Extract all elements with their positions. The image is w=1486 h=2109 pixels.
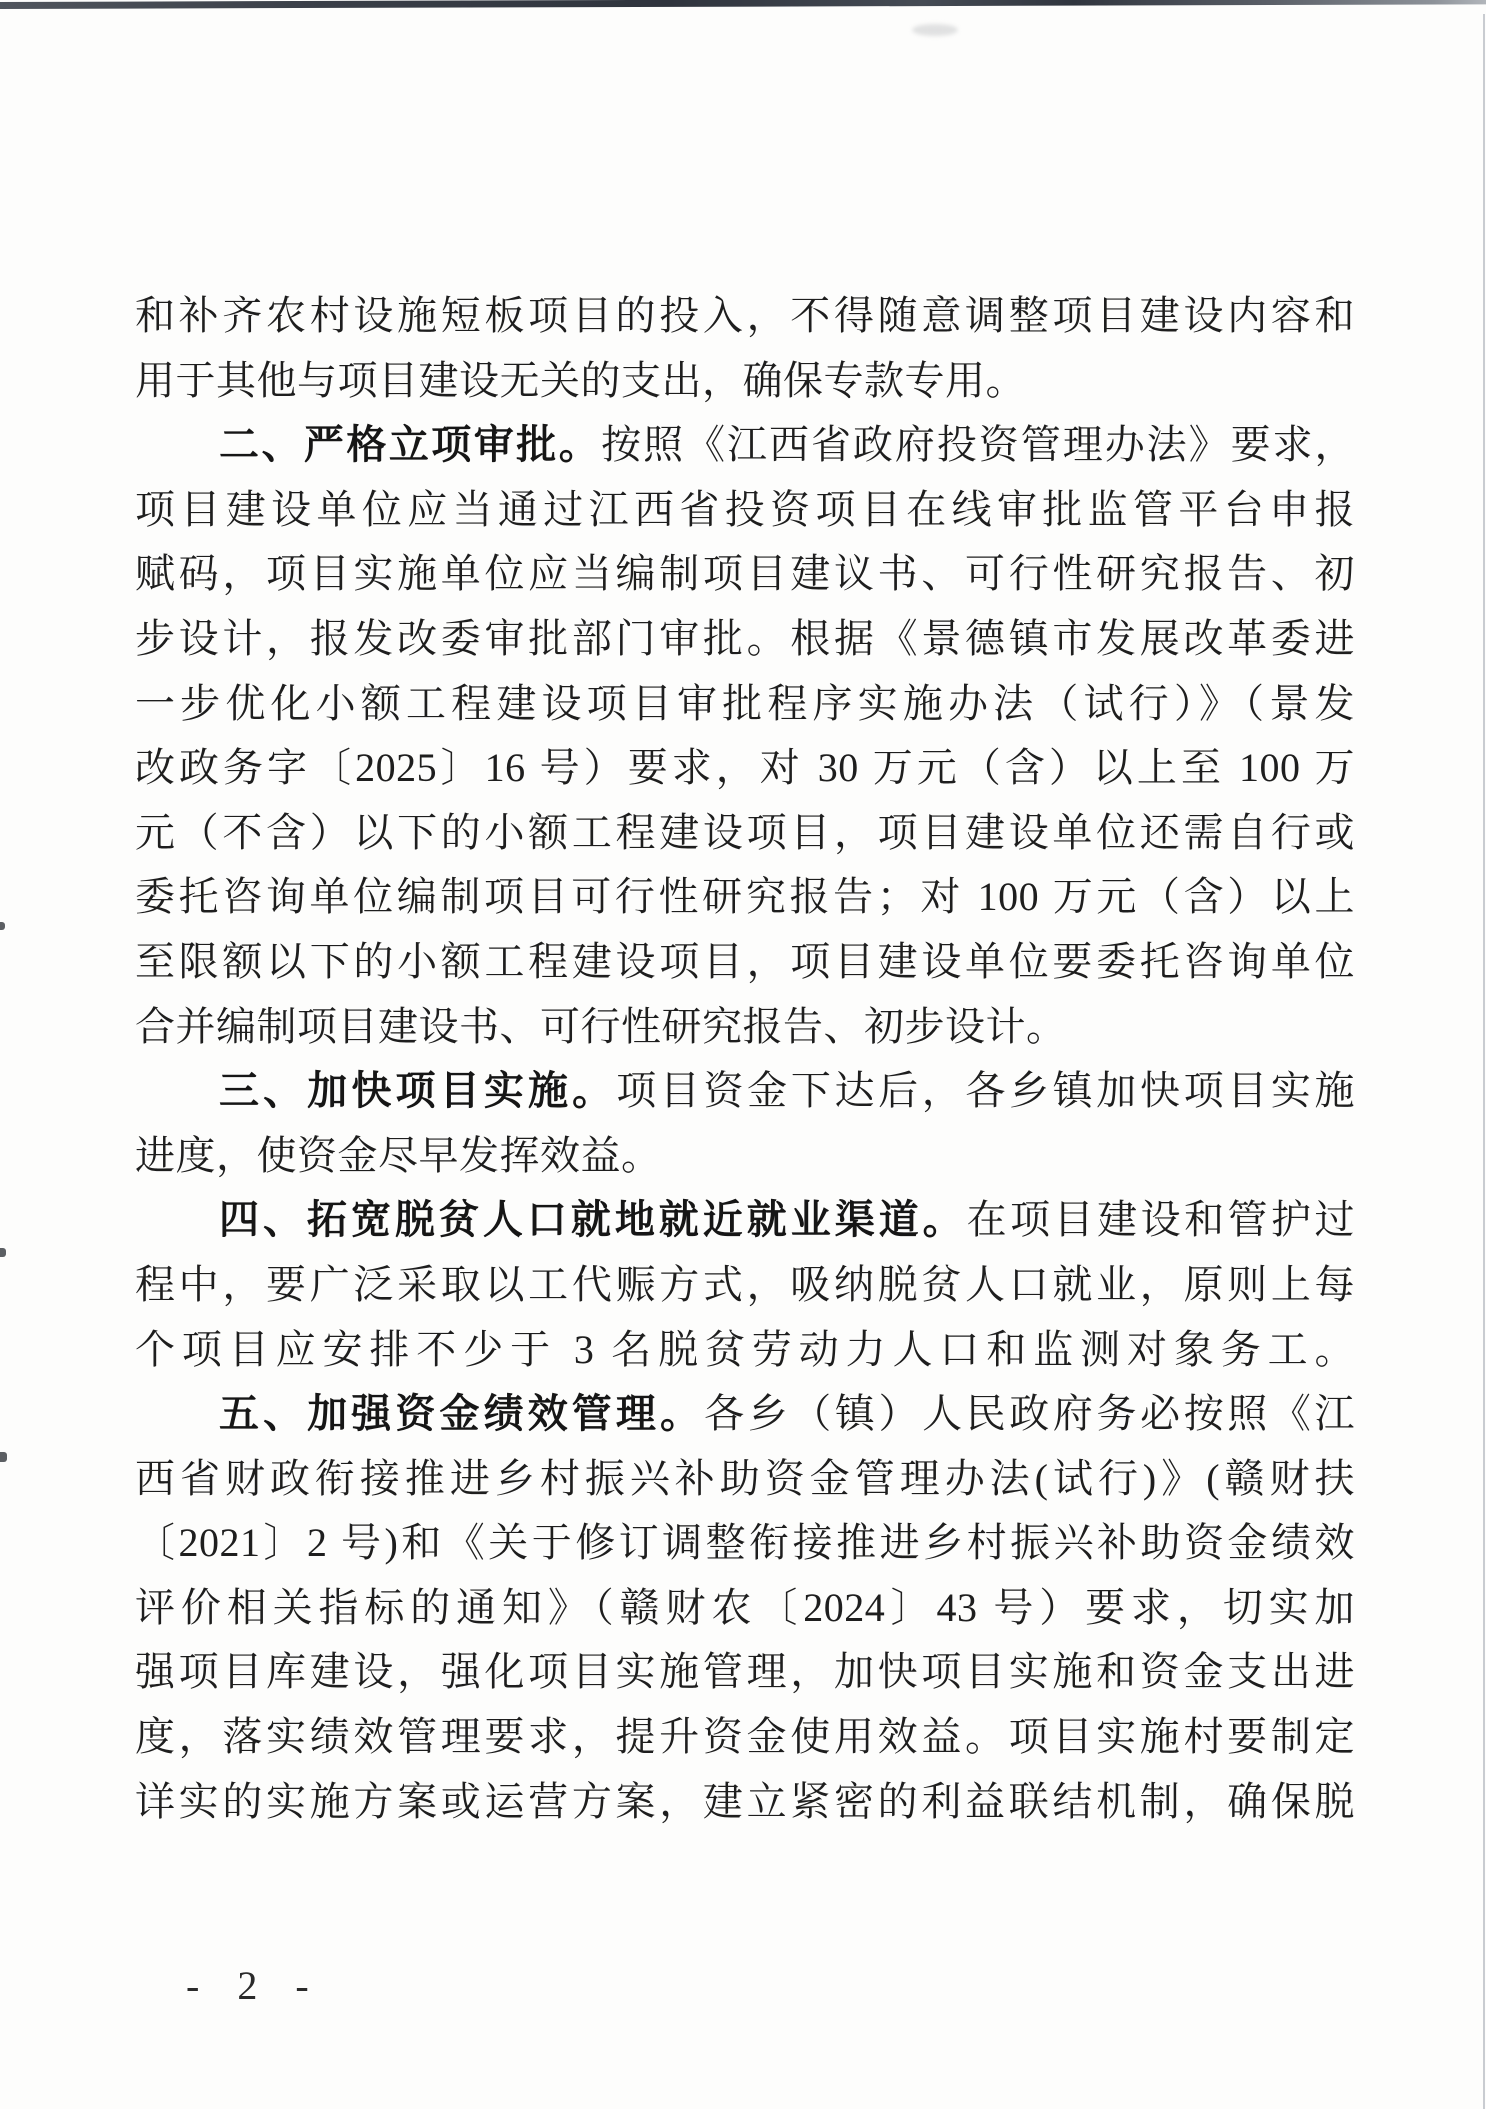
text-line-21 [135, 1576, 1355, 1641]
text-line-19 [135, 1447, 1355, 1512]
body-text-segment: 项目资金下达后，各乡镇加快项目实施 [616, 1068, 1356, 1114]
body-text-segment: 赋码，项目实施单位应当编制项目建议书、可行性研究报告、初 [135, 551, 1355, 597]
text-line-6 [135, 607, 1355, 672]
body-text-segment: 元（不含）以下的小额工程建设项目，项目建设单位还需自行或 [135, 809, 1355, 855]
body-text-segment: 评价相关指标的通知》（赣财农〔2024〕43 号）要求，切实加 [135, 1584, 1355, 1630]
body-text-segment: 合并编制项目建设书、可行性研究报告、初步设计。 [135, 1003, 1067, 1049]
scan-speck-artifact [0, 1248, 6, 1257]
scan-smudge-artifact [912, 24, 958, 36]
text-line-20 [135, 1511, 1355, 1576]
text-line-11 [135, 930, 1355, 995]
text-line-17 [135, 1318, 1355, 1383]
section-heading-segment: 四、拓宽脱贫人口就地就近就业渠道。 [219, 1198, 967, 1243]
text-line-9 [135, 801, 1355, 866]
body-text-segment: 个项目应安排不少于 3 名脱贫劳动力人口和监测对象务工。 [135, 1326, 1355, 1372]
scan-right-edge-artifact [1483, 14, 1485, 2109]
text-line-2 [135, 349, 1355, 414]
text-line-12 [135, 995, 1355, 1060]
body-text-segment: 步设计，报发改委审批部门审批。根据《景德镇市发展改革委进 [135, 615, 1355, 661]
body-text-segment: 至限额以下的小额工程建设项目，项目建设单位要委托咨询单位 [135, 938, 1355, 984]
body-text-segment: 和补齐农村设施短板项目的投入，不得随意调整项目建设内容和 [135, 293, 1355, 338]
body-text-segment: 各乡（镇）人民政府务必按照《江 [704, 1391, 1356, 1437]
body-text-segment: 改政务字〔2025〕16 号）要求，对 30 万元（含）以上至 100 万 [135, 745, 1355, 791]
section-heading-segment: 二、严格立项审批。 [219, 423, 602, 468]
body-text-segment: 进度，使资金尽早发挥效益。 [135, 1132, 662, 1178]
scan-top-edge-artifact [0, 0, 1486, 9]
text-line-22 [135, 1640, 1355, 1705]
text-line-24 [135, 1770, 1355, 1835]
text-line-7 [135, 672, 1355, 737]
body-text-segment: 项目建设单位应当通过江西省投资项目在线审批监管平台申报 [135, 486, 1355, 532]
text-line-16 [135, 1253, 1355, 1318]
text-line-4 [135, 478, 1355, 543]
body-text-segment: 西省财政衔接推进乡村振兴补助资金管理办法(试行)》(赣财扶 [135, 1455, 1355, 1501]
text-line-5 [135, 542, 1355, 607]
text-line-13 [135, 1059, 1355, 1124]
page-number: - 2 - [186, 1963, 323, 2008]
text-line-18 [135, 1382, 1355, 1447]
body-text-segment: 按照《江西省政府投资管理办法》要求， [601, 422, 1356, 468]
body-text-segment: 程中，要广泛采取以工代赈方式，吸纳脱贫人口就业，原则上每 [135, 1261, 1355, 1307]
text-line-14 [135, 1124, 1355, 1189]
text-line-23 [135, 1705, 1355, 1770]
text-line-10 [135, 865, 1355, 930]
body-text-segment: 〔2021〕2 号)和《关于修订调整衔接推进乡村振兴补助资金绩效 [135, 1520, 1355, 1566]
text-line-15 [135, 1188, 1355, 1253]
body-text-segment: 度，落实绩效管理要求，提升资金使用效益。项目实施村要制定 [135, 1714, 1355, 1760]
body-text-segment: 强项目库建设，强化项目实施管理，加快项目实施和资金支出进 [135, 1649, 1355, 1695]
section-heading-segment: 五、加强资金绩效管理。 [219, 1392, 705, 1437]
text-line-3 [135, 413, 1355, 478]
text-block [135, 284, 1355, 1834]
body-text-segment: 在项目建设和管护过 [966, 1197, 1356, 1243]
text-line-1 [135, 284, 1355, 349]
body-text-segment: 详实的实施方案或运营方案，建立紧密的利益联结机制，确保脱 [135, 1778, 1355, 1824]
body-text-segment: 委托咨询单位编制项目可行性研究报告；对 100 万元（含）以上 [135, 874, 1355, 920]
body-text-segment: 一步优化小额工程建设项目审批程序实施办法（试行）》（景发 [135, 680, 1355, 726]
scan-speck-artifact [0, 922, 5, 930]
scan-speck-artifact [0, 1452, 7, 1462]
text-line-8 [135, 736, 1355, 801]
section-heading-segment: 三、加快项目实施。 [219, 1069, 617, 1114]
body-text-segment: 用于其他与项目建设无关的支出，确保专款专用。 [135, 357, 1026, 403]
